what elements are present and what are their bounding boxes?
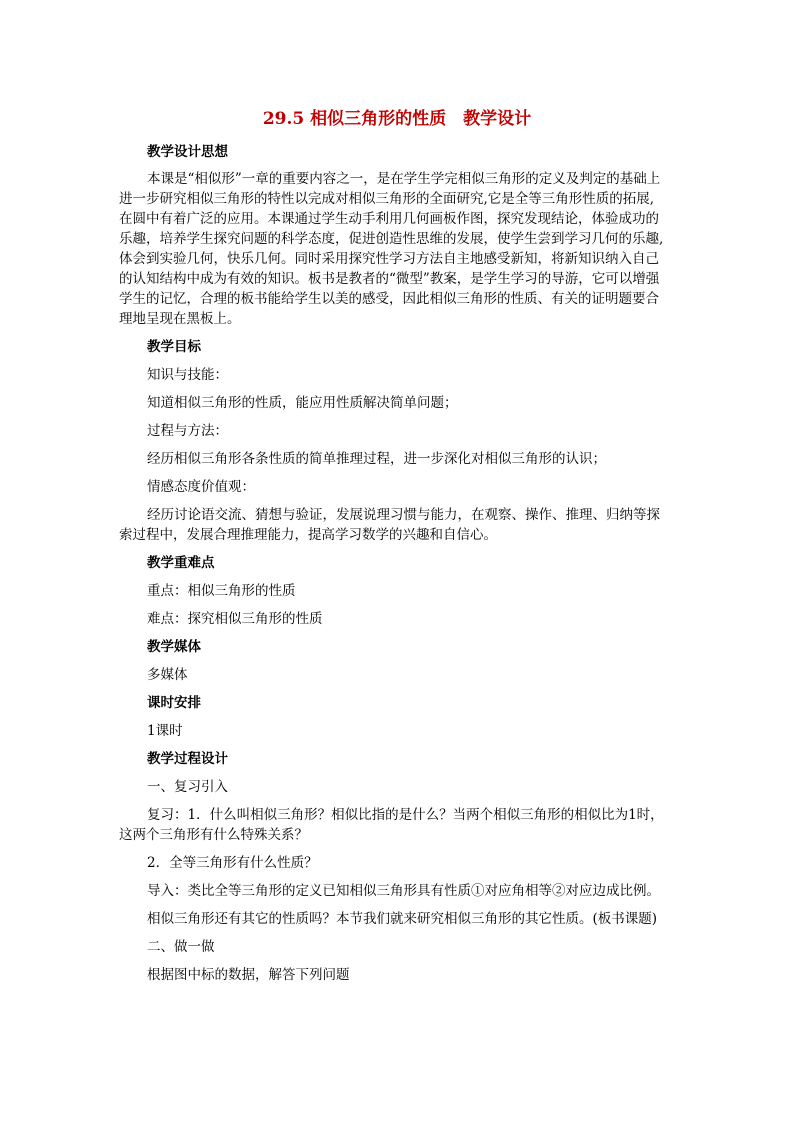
media-text: 多媒体	[147, 667, 188, 683]
review-line: 复习：1．什么叫相似三角形？相似比指的是什么？当两个相似三角形的相似比为1时，	[147, 807, 664, 823]
paragraph-line: 本课是“相似形”一章的重要内容之一，是在学生学完相似三角形的定义及判定的基础上	[147, 171, 661, 187]
part1-title: 一、复习引入	[147, 779, 228, 795]
knowledge-text: 知道相似三角形的性质，能应用性质解决简单问题；	[147, 395, 458, 411]
heading-media: 教学媒体	[147, 639, 201, 655]
emotion-label: 情感态度价值观：	[147, 479, 255, 495]
emotion-line: 索过程中，发展合理推理能力，提高学习数学的兴趣和自信心。	[119, 527, 497, 543]
document-body	[119, 142, 679, 985]
heading-process: 教学过程设计	[147, 751, 228, 767]
process-label: 过程与方法：	[147, 423, 228, 439]
emotion-line: 经历讨论语交流、猜想与验证，发展说理习惯与能力，在观察、操作、推理、归纳等探	[147, 507, 660, 523]
paragraph-line: 在圆中有着广泛的应用。本课通过学生动手利用几何画板作图，探究发现结论，体验成功的	[119, 211, 659, 227]
question-text: 相似三角形还有其它的性质吗？本节我们就来研究相似三角形的其它性质。(板书课题)	[147, 911, 658, 927]
review-question-2: 2．全等三角形有什么性质？	[147, 855, 318, 871]
heading-design-idea: 教学设计思想	[147, 144, 228, 160]
heading-key-points: 教学重难点	[147, 555, 215, 571]
paragraph-line: 乐趣，培养学生探究问题的科学态度，促进创造性思维的发展，使学生尝到学习几何的乐趣,	[119, 231, 664, 247]
paragraph-line: 学生的记忆，合理的板书能给学生以美的感受，因此相似三角形的性质、有关的证明题要合	[119, 291, 659, 307]
paragraph-line: 的认知结构中成为有效的知识。板书是教者的“微型”教案，是学生学习的导游，它可以增强	[119, 271, 660, 287]
document-title: 29.5 相似三角形的性质 教学设计	[262, 109, 532, 129]
intro-text: 导入：类比全等三角形的定义已知相似三角形具有性质①对应角相等②对应边成比例。	[147, 883, 660, 899]
key-point: 重点：相似三角形的性质	[147, 583, 296, 599]
part2-title: 二、做一做	[147, 939, 215, 955]
part2-text: 根据图中标的数据，解答下列问题	[147, 967, 350, 983]
knowledge-label: 知识与技能：	[147, 367, 228, 383]
heading-objectives: 教学目标	[147, 339, 201, 355]
paragraph-line: 理地呈现在黑板上。	[119, 311, 241, 327]
difficulty-point: 难点：探究相似三角形的性质	[147, 611, 323, 627]
process-text: 经历相似三角形各条性质的简单推理过程，进一步深化对相似三角形的认识；	[147, 451, 606, 467]
schedule-text: 1课时	[147, 723, 183, 739]
review-line: 这两个三角形有什么特殊关系？	[119, 827, 308, 843]
paragraph-line: 进一步研究相似三角形的特性以完成对相似三角形的全面研究,它是全等三角形性质的拓展,	[119, 191, 655, 207]
heading-schedule: 课时安排	[147, 695, 201, 711]
paragraph-line: 体会到实验几何，快乐几何。同时采用探究性学习方法自主地感受新知，将新知识纳入自己	[119, 251, 659, 267]
